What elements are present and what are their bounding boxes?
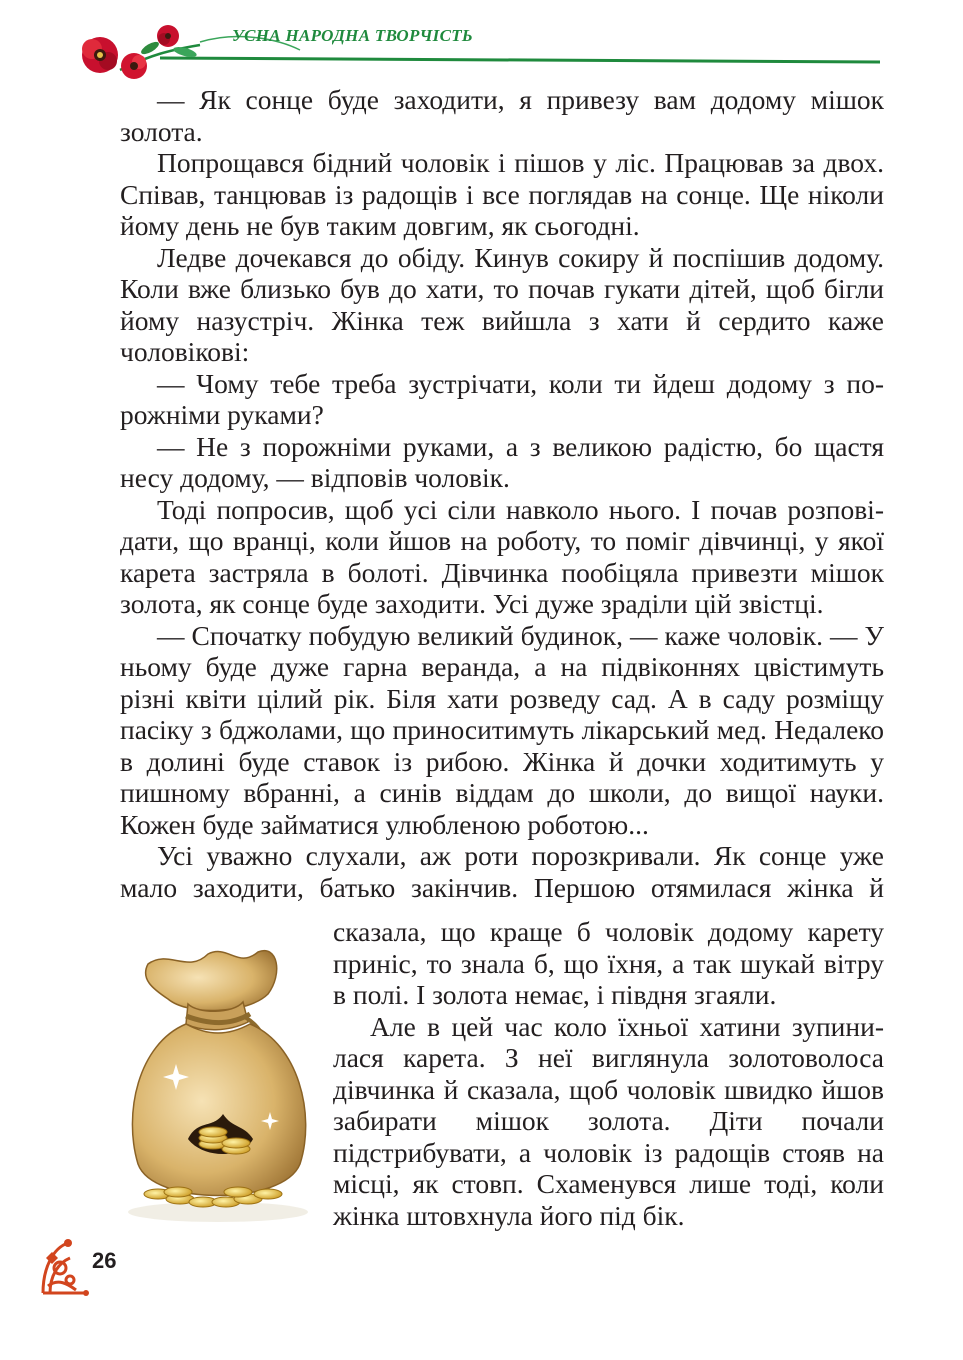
- paragraph: Попрощався бідний чоловік і пішов у ліс. Працював за двох. Співав, танцював із радощів і все поглядав на сонце. Ще ніколи йому день не був таким довгим, як сьогодні.: [120, 147, 884, 241]
- paragraph: — Як сонце буде заходити, я привезу вам додому мішок золота.: [120, 84, 884, 147]
- story-text-side: [333, 916, 884, 1231]
- paragraph: Тоді попросив, щоб усі сіли навколо нього. І почав розповідати, що вранці, коли йшов на роботу, то поміг дівчинці, у якої карета застряла в болоті. Дівчинка пообіцяла привезти мішок золота, як сонце буде заходити. Усі дуже зраділи цій звістці.: [120, 493, 884, 619]
- paragraph: Усі уважно слухали, аж роти порозкривали. Як сонце уже мало заходити, батько закінчив. Першою отямилася жінка й: [120, 840, 884, 903]
- money-bag-icon: [118, 944, 318, 1229]
- section-title: УСНА НАРОДНА ТВОРЧІСТЬ: [232, 26, 473, 45]
- page-header: [0, 0, 963, 90]
- paragraph: — Спочатку побудую великий будинок, — каже чоловік. — У ньому буде дуже гарна веранда, а на підвіконнях цвістимуть різні квіти цілий рік. Біля хати розведу сад. А в саду розміщу пасіку з бджолами, що приноситимуть лікарський мед. Недалеко в долині буде ставок із рибою. Жінка й дочки ходитимуть у пишному вбранні, а синів віддам до школи, до вищої науки. Кожен буде займатися улюбленою роботою...: [120, 619, 884, 840]
- paragraph: сказала, що краще б чоловік додому карету приніс, то знала б, що їхня, а так шукай вітру в полі. І золота немає, і півдня згаяли.: [333, 916, 884, 1010]
- poppy-flowers-icon: [0, 0, 963, 90]
- corner-ornament-icon: [38, 1228, 138, 1298]
- paragraph: Але в цей час коло їхньої хатини зупинилася карета. З неї виглянула золотоволоса дівчинка й сказала, щоб чоловік швидко йшов забирати мішок золота. Діти почали підстрибувати, а чоловік із радощів стояв на місці, як стовп. Схаменувся лише тоді, коли жінка штовхнула його під бік.: [333, 1010, 884, 1231]
- paragraph: — Не з порожніми руками, а з великою радістю, бо щастя несу додому, — відповів чоловік.: [120, 430, 884, 493]
- story-text-main: [120, 84, 884, 903]
- paragraph: Ледве дочекався до обіду. Кинув сокиру й поспішив додому. Коли вже близько був до хати, то почав гукати дітей, щоб бігли йому назустріч. Жінка теж вийшла з хати й сердито каже чоловікові:: [120, 241, 884, 367]
- paragraph: — Чому тебе треба зустрічати, коли ти йдеш додому з порожніми руками?: [120, 367, 884, 430]
- page-number: 26: [92, 1248, 117, 1273]
